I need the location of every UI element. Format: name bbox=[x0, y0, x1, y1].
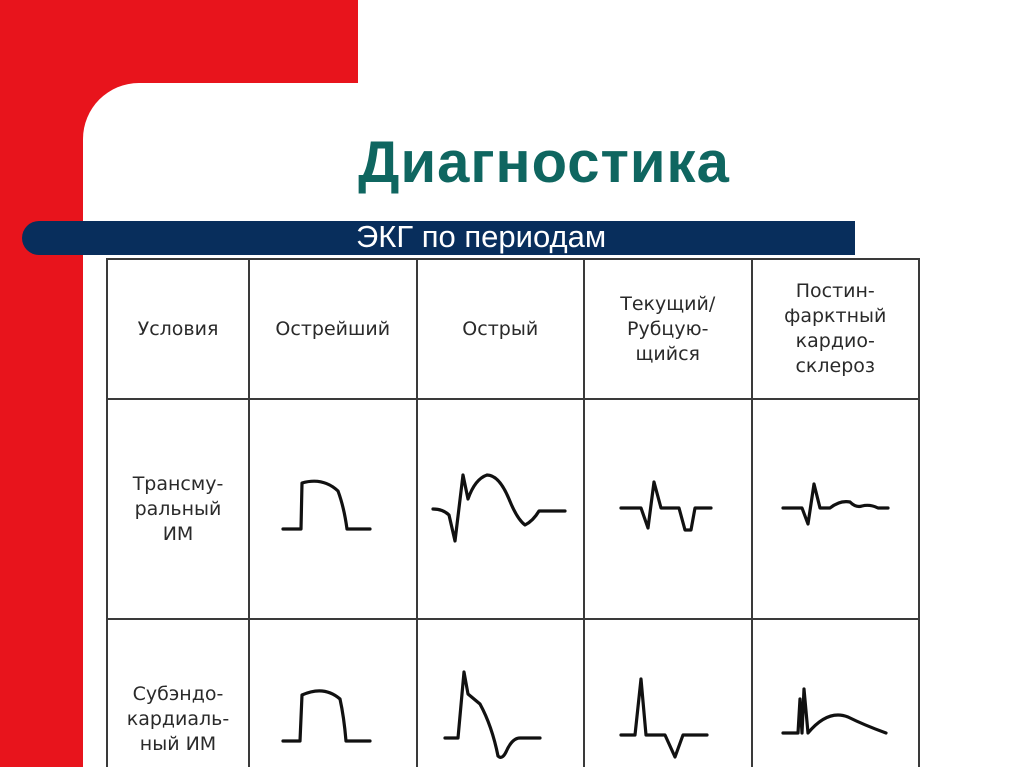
ecg-cell bbox=[584, 619, 752, 767]
row-label-subendocardial: Субэндо- кардиаль- ный ИМ bbox=[107, 619, 249, 767]
slide-title: Диагностика bbox=[358, 130, 730, 195]
header-acute: Острый bbox=[417, 259, 585, 399]
row-label-transmural: Трансму- ральный ИМ bbox=[107, 399, 249, 619]
header-post-infarction: Постин- фарктный кардио- склероз bbox=[752, 259, 920, 399]
ecg-cell bbox=[752, 619, 920, 767]
header-conditions: Условия bbox=[107, 259, 249, 399]
ecg-q-wave-st-elevation bbox=[425, 459, 575, 559]
ecg-r-st-slope bbox=[440, 664, 560, 767]
header-hyperacute: Острейший bbox=[249, 259, 417, 399]
ecg-r-residual bbox=[778, 669, 893, 767]
ecg-st-elevation-dome bbox=[278, 469, 388, 549]
ecg-periods-table bbox=[106, 258, 920, 767]
table-row bbox=[107, 619, 919, 767]
ecg-r-negative-t bbox=[613, 669, 723, 767]
ecg-cell bbox=[752, 399, 920, 619]
header-subacute: Текущий/ Рубцую- щийся bbox=[584, 259, 752, 399]
ecg-cell bbox=[249, 399, 417, 619]
ecg-q-wave-negative-t bbox=[613, 474, 723, 544]
ecg-small-r-flat bbox=[778, 474, 893, 544]
ecg-cell bbox=[417, 399, 585, 619]
table-header-row bbox=[107, 259, 919, 399]
slide-subtitle: ЭКГ по периодам bbox=[356, 219, 607, 254]
ecg-cell bbox=[417, 619, 585, 767]
ecg-cell bbox=[584, 399, 752, 619]
table-row bbox=[107, 399, 919, 619]
ecg-st-elevation-dome bbox=[278, 679, 388, 759]
ecg-cell bbox=[249, 619, 417, 767]
